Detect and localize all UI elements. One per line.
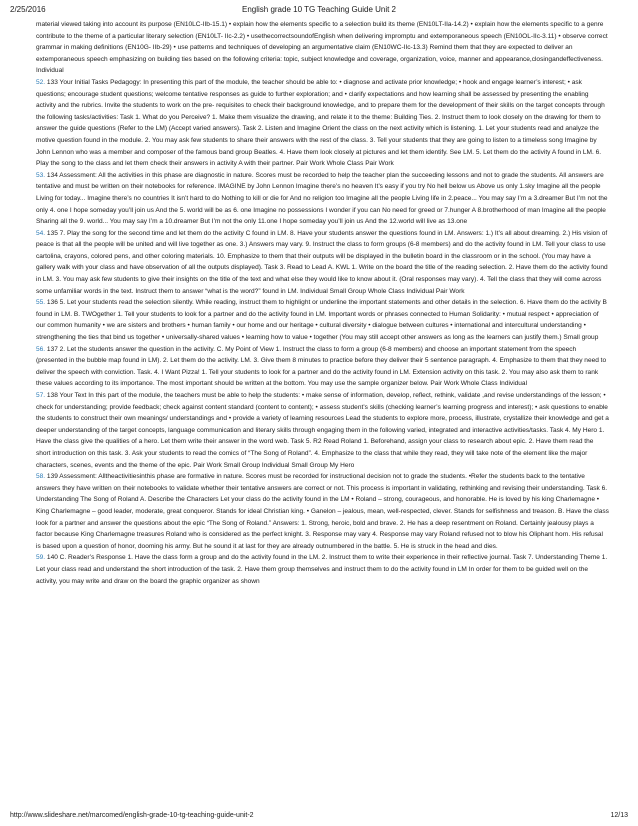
section-56 [36,344,609,390]
footer-url: http://www.slideshare.net/marcomed/english-grade-10-tg-teaching-guide-unit-2 [10,812,254,819]
page-header [10,4,628,16]
header-title: English grade 10 TG Teaching Guide Unit 2 [241,5,397,14]
section-number-link[interactable]: 52. [36,78,46,86]
section-number-link[interactable]: 56. [36,345,46,353]
section-55 [36,297,609,343]
section-text: 135 7. Play the song for the second time and let them do the activity C found in LM. 8. Have your students answer the questions found in LM. Answers: 1.) It’s all about dreaming. 2.) His vision of peace is that all the people will be united and will live together as one. 3.) Answers may vary. 9. Instruct the class to form groups (6-8 members) and do the activity found in LM. Tell your class to use cartolina, crayons, colored pens, and other coloring materials. 10. Emphasize to them that their outputs will be displayed in the bulletin board in the classroom or in the school. (You may have a gallery walk with your class and have observation of all the outputs displayed). Task 3. Read to Lead A. KWL 1. Write on the board the title of the reading selection. 2. Have them do the activity found in LM. 3. You may ask few students to give their insights on the title of the text and what else they would like to know about it. (Oral responses may vary). 4. Tell the class that they will come across some unfamiliar words in the text. Instruct them to answer “what is the word?” found in LM. Individual Small Group Whole Class Individual Pair Work [36,229,608,295]
section-52 [36,77,609,170]
page-number: 12/13 [610,812,628,819]
section-text: 138 Your Text In this part of the module, the teachers must be able to help the students: • make sense of information, develop, reflect, rethink, validate ,and revise understandings of the lesson; • check for understanding; provide feedback; check against content standard (content to content); • assess student’s skills (checking learner’s learning progress and interest); • ask questions to enable the students to construct their own meanings/ understandings and • provide a variety of learning resources Lead the students to explore more, process, illustrate, crystallize their knowledge and get a deeper understanding of the target concepts, language communication and literary skills through engaging them in the following varied, integrated and interactive activities/tasks. Task 4. My Hero 1. Have the class give the qualities of a hero. Let them write their answer in the word web. Task 5. R2 Read Roland 1. Beforehand, assign your class to research about epic. 2. Have them read the short introduction on this task. 3. Ask your students to read the comics of “The Song of Roland”. 4. Emphasize to the class that while they read, they will take note of the element like the major characters, scenes, events and the theme of the epic. Pair Work Small Group Individual Small Group My Hero [36,392,609,469]
document-body [36,19,609,808]
section-53 [36,170,609,228]
section-text: 136 5. Let your students read the selection silently. While reading, instruct them to highlight or underline the important statements and other details in the selection. 6. Have them do the activity B found in LM. B. TWOgether 1. Tell your students to look for a partner and do the activity found in LM. Important words or phrases connected to Human Solidarity: • mutual respect • appreciation of our common humanity • we are sisters and brothers • human family • our home and our heritage • cultural diversity • dialogue between cultures • international and intercultural understanding • strengthening the ties that bind us together • universally-shared values • learning how to value • together (You may still accept other answers as long as the learners can justify them.) Small group [36,299,607,342]
section-number-link[interactable]: 58. [36,473,46,481]
section-text: 134 Assessment: All the activities in this phase are diagnostic in nature. Scores must be recorded to help the teacher plan the succeeding lessons and not to grade the students. All answers are tentative and must be written on their notebooks for reference. IMAGINE by John Lennon Imagine there’s no heaven It’s easy if you try No hell below us Above us only 1.sky Imagine all the people Living for today... Imagine there’s no countries It isn’t hard to do Nothing to kill or die for And no religion too Imagine all the people Living life in 2.peace... You may say I’m a 3.dreamer But I’m not the only 4. one I hope someday you’ll join us And the 5. world will be as 6. one Imagine no possessions I wonder if you can No need for greed or 7.hunger A 8.brotherhood of man Imagine all the people Sharing all the 9. world... You may say I’m a 10.dreamer But I’m not the only 11.one I hope someday you’ll join us And the 12.world will live as 13.one [36,171,608,226]
intro-paragraph: material viewed taking into account its purpose (EN10LC-IIb-15.1) • explain how the elements specific to a selection build its theme (EN10LT-IIa-14.2) • explain how the elements specific to a genre contribute to the theme of a particular literary selection (EN10LT- IIc-2.2) • usethecorrectsoundofEnglish when delivering impromptu and extemporaneous speech (EN10OL-IIc-3.11) • observe correct grammar in making definitions (EN10G- IIb-29) • use patterns and techniques of developing an argumentative claim (EN10WC-IIc-13.3) Remind them that they are expected to deliver an extemporaneous speech emphasizing on building ties based on the following criteria: topic, subject knowledge and coverage, organization, voice, manner and appearance,closingandeffectiveness. Individual [36,21,608,75]
section-54 [36,228,609,298]
section-text: 133 Your Initial Tasks Pedagogy: In presenting this part of the module, the teacher should be able to: • diagnose and activate prior knowledge; • hook and engage learner’s interest; • ask questions; encourage student questions; welcome tentative responses as guide to further exploration; and • clarify expectations and how learning shall be assessed by presenting the enabling activity and the rubrics. Invite the students to work on the pre- requisites to check their background knowledge, and to prepare them for the development of their skills on the target concepts through the following tasks/activities: Task 1. What do you Perceive? 1. Make them visualize the drawing, and relate it to the theme: Building Ties. 2. Instruct them to look closely on the drawing for them to answer the guide questions (Refer to the LM) (Accept varied answers). Task 2. Listen and Imagine Orient the class on the next activity which is listening. 1. Let your students read and analyze the motive question found in the module. 2. You may ask few students to share their answers with the rest of the class. 3. Tell your students that they are going to listen to a timeless song Imagine by John Lennon who was a member and composer of the famous band group Beatles. 4. Have them look closely at pictures and let them identify. See LM. 5. Let them do the activity A found in LM. 6. Play the song to the class and let them check their answers in activity A with their partner. Pair Work Whole Class Pair Work [36,78,605,168]
section-number-link[interactable]: 55. [36,299,46,307]
section-number-link[interactable]: 53. [36,171,46,179]
section-text: 140 C. Reader’s Response 1. Have the class form a group and do the activity found in the LM. 2. Instruct them to write their experience in their reflective journal. Task 7. Understanding Theme 1. Let your class read and understand the short introduction of the task. 2. Have them group themselves and instruct them to do the activity found in LM In order for them to be guided well on the activity, you may write and draw on the board the graphic organizer as shown [36,554,608,585]
section-57 [36,390,609,471]
section-text: 139 Assessment: Alltheactivitiesinthis phase are formative in nature. Scores must be recorded for instructional decision not to grade the students. •Refer the students back to the tentative answers they have written on their notebooks to validate whether their tentative answers are correct or not. This process is important in validating, rethinking and revising their understanding. Task 6. Understanding The Song of Roland A. Describe the Characters Let your class do the activity found in the LM • Roland – strong, courageous, and honorable. He is loved by his king Charlemagne • King Charlemagne – good leader, moderate, great conqueror. Stands for ideal Christian king. • Ganelon – jealous, mean, well-respected, clever. Stands for selfishness and treason. B. Have the class look for a partner and answer the questions about the epic “The Song of Roland.” Answers: 1. Strong, heroic, bold and brave. 2. He has a deep resentment on Roland. Certainly jealousy plays a factor because King Charlemagne treasures Roland who is considered as the perfect knight. 3. Response may vary 4. Response may vary Roland refused not to blow his Oliphant horn. His refusal is based upon a question of honor, dooming his army. But he sound it at last for they are already outnumbered in the battle. 5. He is struck in the head and dies. [36,473,609,550]
header-date: 2/25/2016 [10,5,46,14]
section-text: 137 2. Let the students answer the question in the activity. C. My Point of View 1. Instruct the class to form a group (6-8 members) and choose an important statement from the speech (presented in the bubble map found in LM). 2. Let them do the activity. LM. 3. Give them 8 minutes to practice before they deliver their 5 sentence paragraph. 4. Emphasize to them that they need to deliver the speech with conviction. Task. 4. I Want Pizza! 1. Tell your students to look for a partner and do the activity found in LM. Extension activity on this task. 2. You may also ask them to rank these values according to its importance. The most important should be written at the bottom. You may use the sample organizer below. Pair Work Whole Class Individual [36,345,607,388]
section-number-link[interactable]: 54. [36,229,46,237]
page-footer [10,810,628,822]
section-number-link[interactable]: 57. [36,392,46,399]
section-number-link[interactable]: 59. [36,554,46,562]
section-59 [36,552,609,587]
section-58 [36,471,609,552]
